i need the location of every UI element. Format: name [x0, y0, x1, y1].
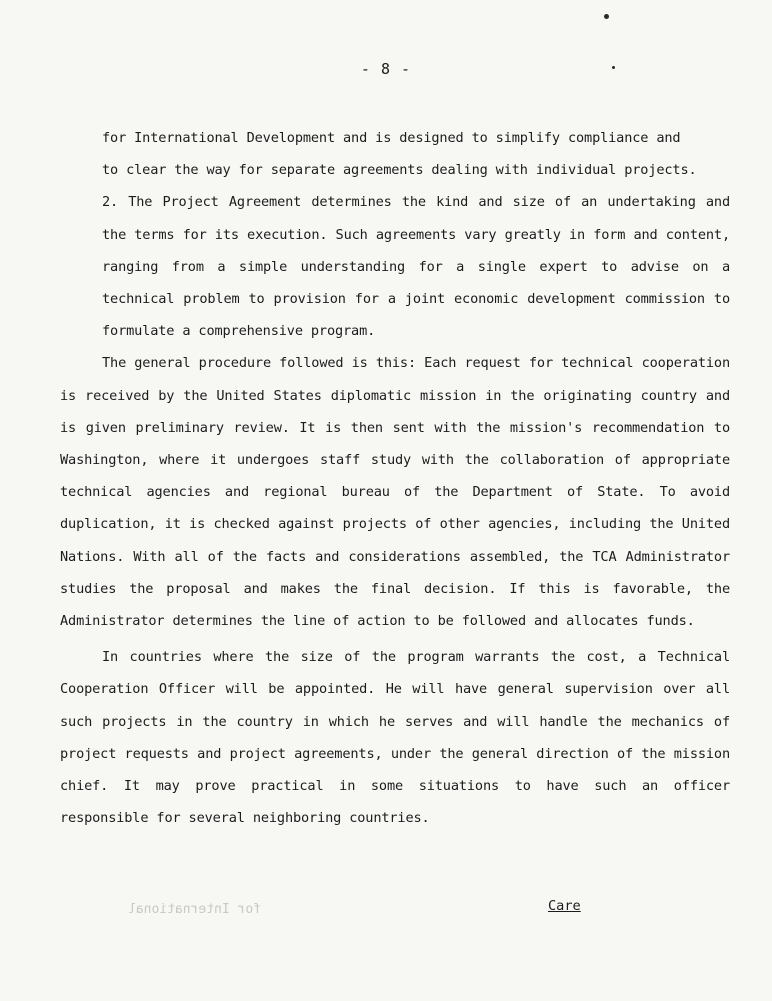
paragraph-general-procedure: The general procedure followed is this: Each request for technical cooperation is received by the United States diplomatic mission in the originating country and is given preliminary review. It is then sent with the mission's recommendation to Washington, where it undergoes staff study with the collaboration of appropriate technical agencies and regional bureau of the Department of State. To avoid duplication, it is checked against projects of other agencies, including the United Nations. With all of the facts and considerations assembled, the TCA Administrator studies the proposal and makes the final decision. If this is favorable, the Administrator determines the line of action to be followed and allocates funds. — [60, 355, 730, 630]
paragraph-continuation-line-1: for International Development and is designed to simplify compliance and — [102, 130, 681, 146]
footer-catchword: Care — [548, 898, 581, 914]
paragraph-project-agreement: 2. The Project Agreement determines the kind and size of an undertaking and the terms for its execution. Such agreements vary greatly in form and content, ranging from a simple understanding for a single expert to advise on a technical problem to provision for a joint economic development commission to formulate a comprehensive program. — [102, 194, 730, 340]
body-text — [60, 122, 730, 834]
ink-speck — [604, 14, 609, 19]
bleed-through-text: for International — [128, 902, 262, 917]
page-number: - 8 - — [360, 60, 412, 78]
ink-speck — [612, 66, 615, 69]
paragraph-technical-cooperation-officer: In countries where the size of the program warrants the cost, a Technical Cooperation Officer will be appointed. He will have general supervision over all such projects in the country in which he serves and will handle the mechanics of project requests and project agreements, under the general direction of the mission chief. It may prove practical in some situations to have such an officer responsible for several neighboring countries. — [60, 649, 730, 827]
paragraph-continuation-line-2: to clear the way for separate agreements dealing with individual projects. — [102, 162, 697, 179]
